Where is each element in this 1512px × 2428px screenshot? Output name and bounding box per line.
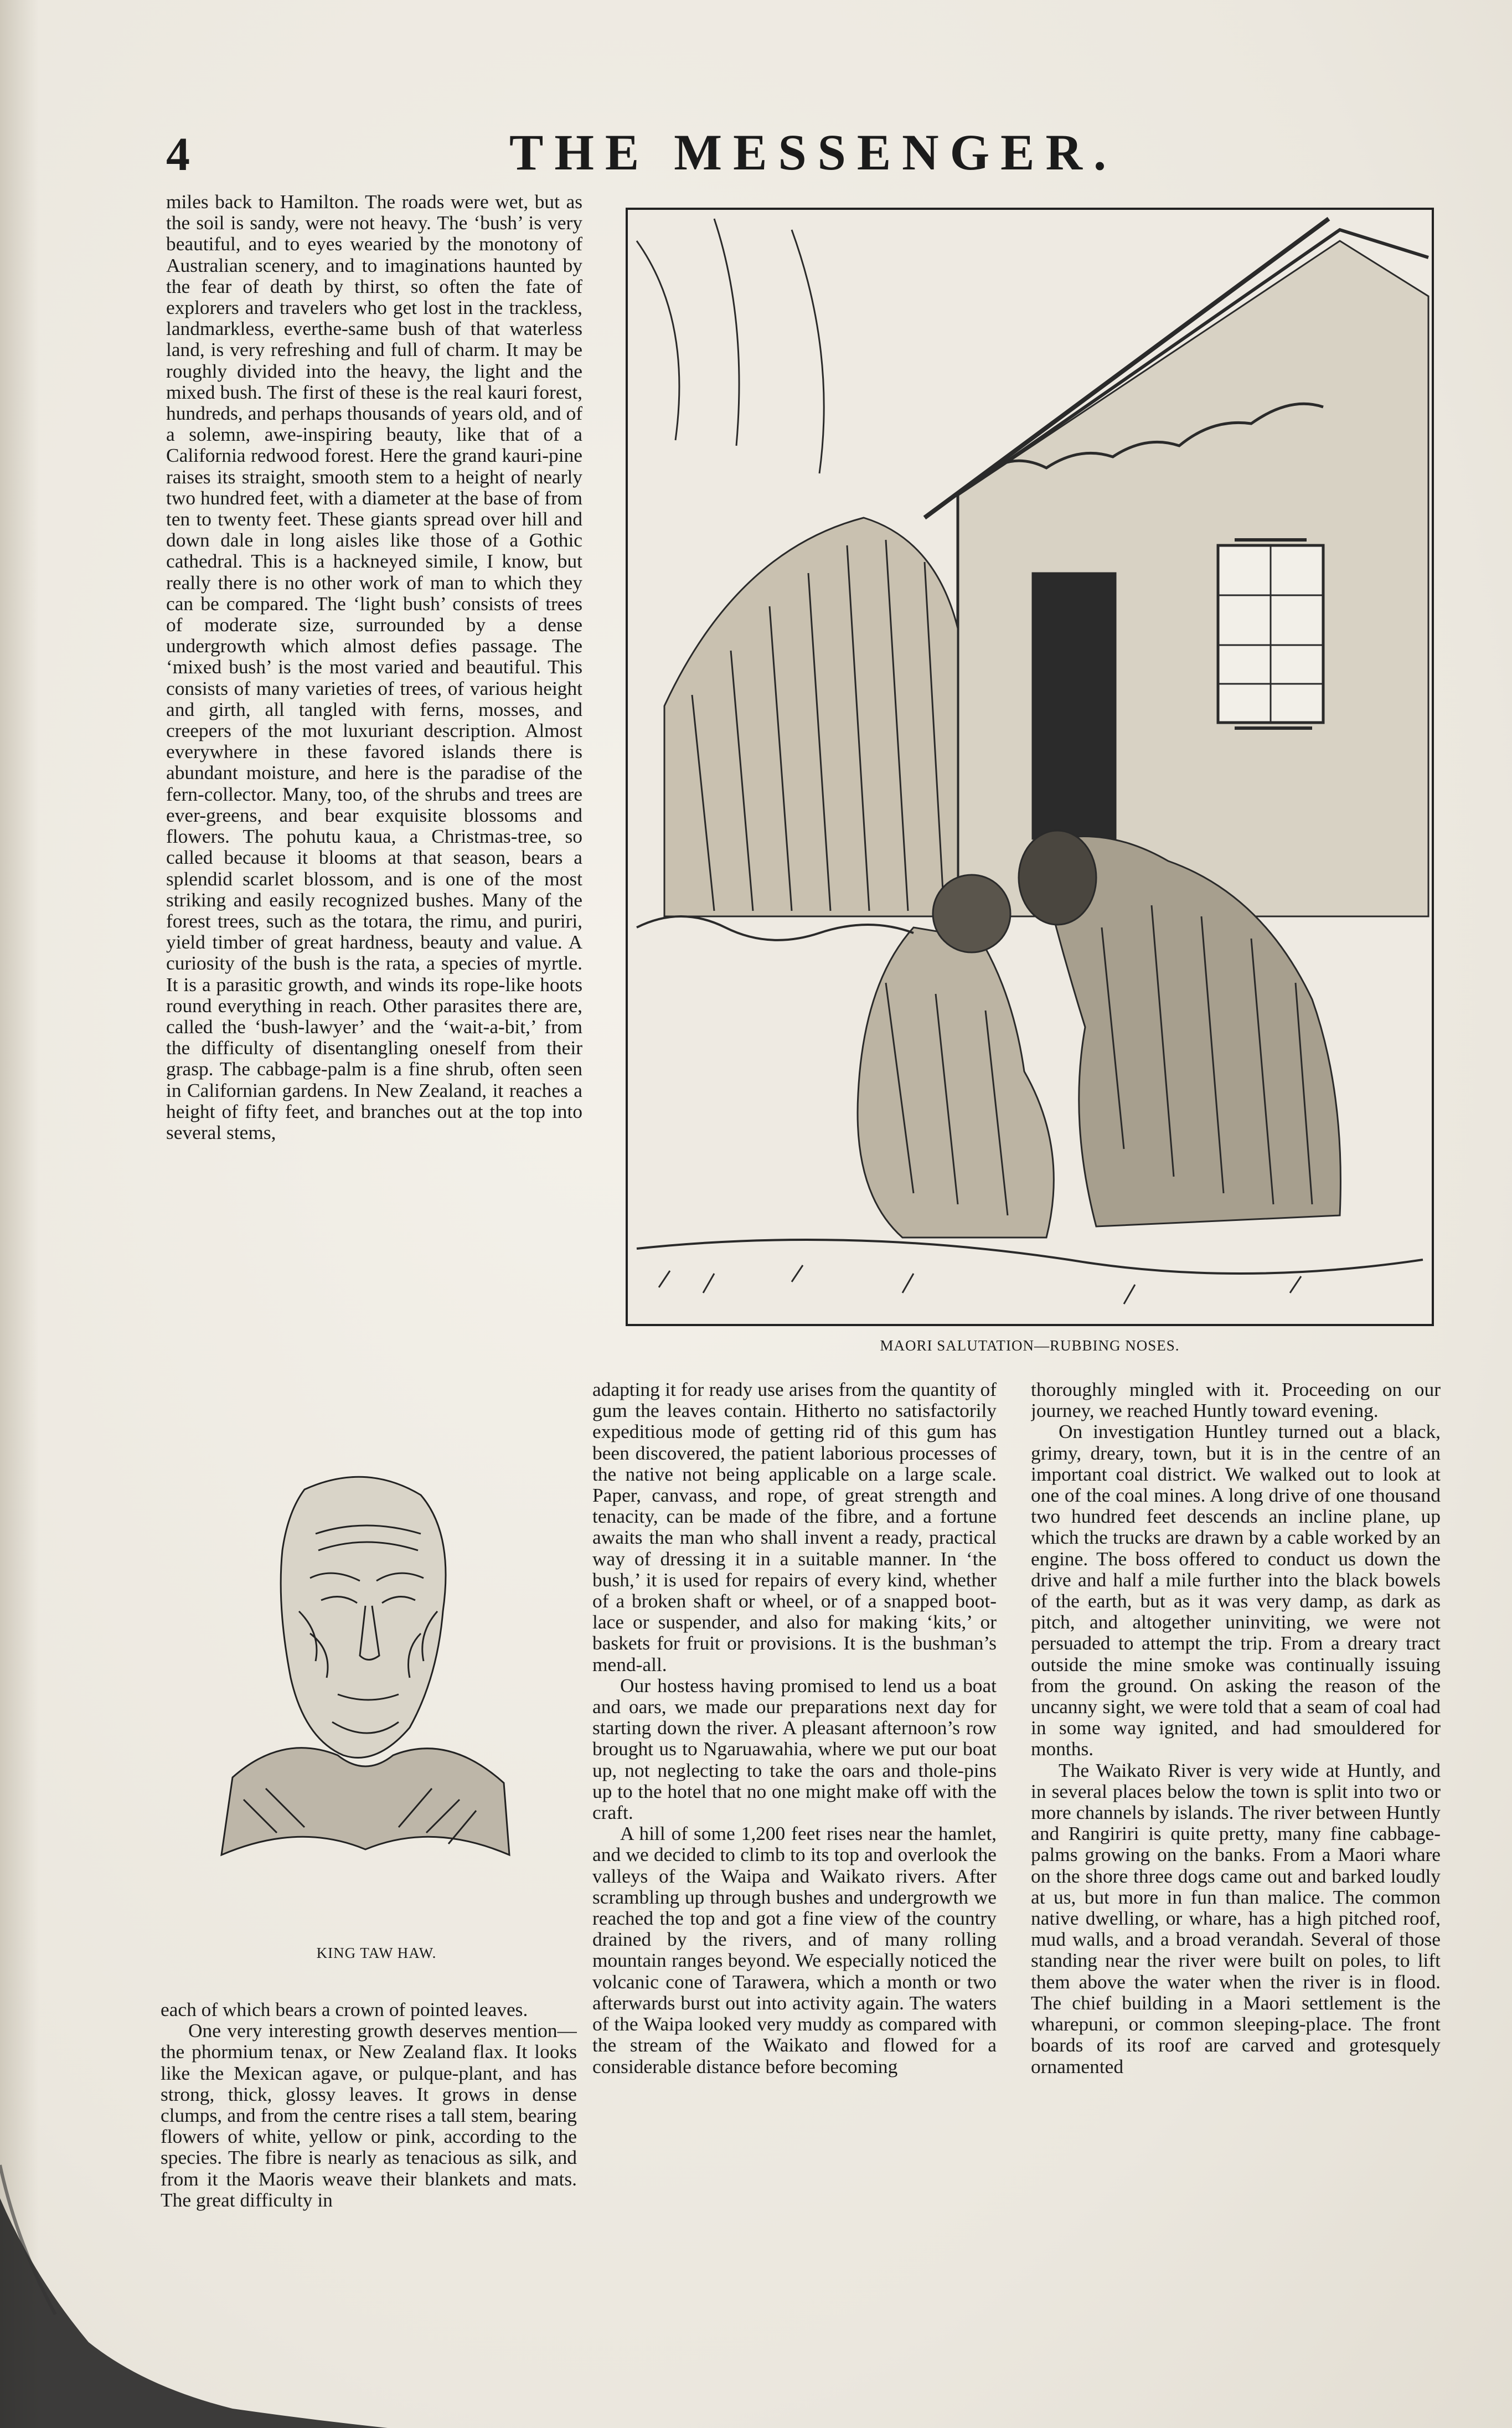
paragraph: adapting it for ready use arises from the quantity of gum the leaves contain. Hitherto no satisfactorily expeditious mode of getting rid of this gum has been discovered, the patient laborious processes of the native not being applicable on a large scale. Paper, canvass, and rope, of great strength and tenacity, can be made of the fibre, and a fortune awaits the man who shall invent a ready, practical way of dressing it in a suitable manner. In ‘the bush,’ it is used for repairs of every kind, whether of a broken shaft or wheel, or of a snapped boot-lace or suspender, and also for making ‘kits,’ or baskets for fruit or provisions. It is the bushman’s mend-all. [592,1379,997,1676]
portrait-drawing [199,1467,531,1944]
paragraph: Our hostess having promised to lend us a boat and oars, we made our preparations next day for starting down the river. A pleasant afternoon’s row brought us to Ngaruawahia, where we put our boat up, not neglecting to take the oars and thole-pins up to the hotel that no one might make off with the craft. [592,1674,997,1824]
column-3 [1031,1379,1441,2342]
paragraph: miles back to Hamilton. The roads were wet, but as the soil is sandy, were not heavy. The ‘bush’ is very beautiful, and to eyes wearied by the monotony of Australian scenery, and to imaginations haunted by the fear of death by thirst, so often the fate of explorers and travelers who get lost in the trackless, landmarkless, everthe-same bush of that waterless land, is very refreshing and full of charm. It may be roughly divided into the heavy, the light and the mixed bush. The first of these is the real kauri forest, hundreds, and perhaps thousands of years old, and of a solemn, awe-inspiring beauty, like that of a California redwood forest. Here the grand kauri-pine raises its straight, smooth stem to a height of nearly two hundred feet, with a diameter at the base of from ten to twenty feet. These giants spread over hill and down dale in long aisles like those of a Gothic cathedral. This is a hackneyed simile, I know, but really there is no other work of man to which they can be compared. The ‘light bush’ consists of trees of moderate size, surrounded by a dense undergrowth which almost defies passage. The ‘mixed bush’ is the most varied and beautiful. This consists of many varieties of trees, of various height and girth, all tangled with ferns, mosses, and creepers of the mot luxuriant description. Almost everywhere in these favored islands there is abundant moisture, and here is the paradise of the fern-collector. Many, too, of the shrubs and trees are ever-greens, and bear exquisite blossoms and flowers. The pohutu kaua, a Christmas-tree, so called because it blooms at that season, bears a splendid scarlet blossom, and is one of the most striking and easily recognized bushes. Many of the forest trees, such as the totara, the rimu, and puriri, yield timber of great hardness, beauty and value. A curiosity of the bush is the rata, a species of myrtle. It is a parasitic growth, and winds its rope-like hoots round everything in reach. Other parasites there are, called the ‘bush-lawyer’ and the ‘wait-a-bit,’ from the difficulty of disentangling oneself from their grasp. The cabbage-palm is a fine shrub, often seen in Californian gardens. In New Zealand, it reaches a height of fifty feet, and branches out at the top into several stems, [166,191,582,1143]
column-2 [592,1379,997,2342]
page-edge-shadow [0,0,39,2428]
salutation-drawing [626,208,1434,1326]
paragraph: On investigation Huntley turned out a black, grimy, dreary, town, but it is in the centre of an important coal district. We walked out to look at one of the coal mines. A long drive of one thousand two hundred feet descends an incline plane, up which the trucks are drawn by a cable worked by an engine. The boss offered to conduct us down the drive and half a mile further into the black bowels of the earth, but as it was very damp, as dark as pitch, and altogether uninviting, we were not persuaded to attempt the trip. From a dreary tract outside the mine smoke was continually issuing from the ground. On asking the reason of the uncanny sight, we were told that a seam of coal had in some way ignited, and had smouldered for months. [1031,1420,1441,1760]
maori-salutation-caption: MAORI SALUTATION—RUBBING NOSES. [880,1337,1180,1354]
paragraph: each of which bears a crown of pointed leaves. [161,1999,528,2020]
maori-salutation-illustration [626,208,1434,1326]
page-number: 4 [166,127,190,181]
paragraph: thoroughly mingled with it. Proceeding on our journey, we reached Huntly toward evening. [1031,1379,1441,1422]
king-taw-haw-illustration [199,1467,531,1944]
paragraph: A hill of some 1,200 feet rises near the hamlet, and we decided to climb to its top and overlook the valleys of the Waipa and Waikato rivers. After scrambling up through bushes and undergrowth we reached the top and got a fine view of the country drained by the rivers, and of many rolling mountain ranges beyond. We especially noticed the volcanic cone of Tarawera, which a month or two afterwards burst out into activity again. The waters of the Waipa looked very muddy as compared with the stream of the Waikato and flowed for a considerable distance before becoming [592,1822,997,2078]
king-taw-haw-caption: KING TAW HAW. [316,1945,437,1961]
masthead-title: THE MESSENGER. [509,124,1117,181]
paragraph: The Waikato River is very wide at Huntly, and in several places below the town is split into two or more channels by islands. The river between Huntly and Rangiriri is quite pretty, many fine cabbage-palms growing on the banks. From a Maori whare on the shore three dogs came out and barked loudly at us, but more in fun than malice. The common native dwelling, or whare, has a high pitched roof, mud walls, and a broad verandah. Several of those standing near the river were built on poles, to lift them above the water when the river is in flood. The chief building in a Maori settlement is the wharepuni, or common sleeping-place. The front boards of its roof are carved and grotesquely ornamented [1031,1759,1441,2078]
paragraph: One very interesting growth deserves mention—the phormium tenax, or New Zealand flax. It looks like the Mexican agave, or pulque-plant, and has strong, thick, glossy leaves. It grows in dense clumps, and from the centre rises a tall stem, bearing flowers of white, yellow or pink, according to the species. The fibre is nearly as tenacious as silk, and from it the Maoris weave their blankets and mats. The great difficulty in [161,2019,577,2211]
column-1-upper [166,191,582,1465]
ink-blot-corner [0,2132,388,2428]
